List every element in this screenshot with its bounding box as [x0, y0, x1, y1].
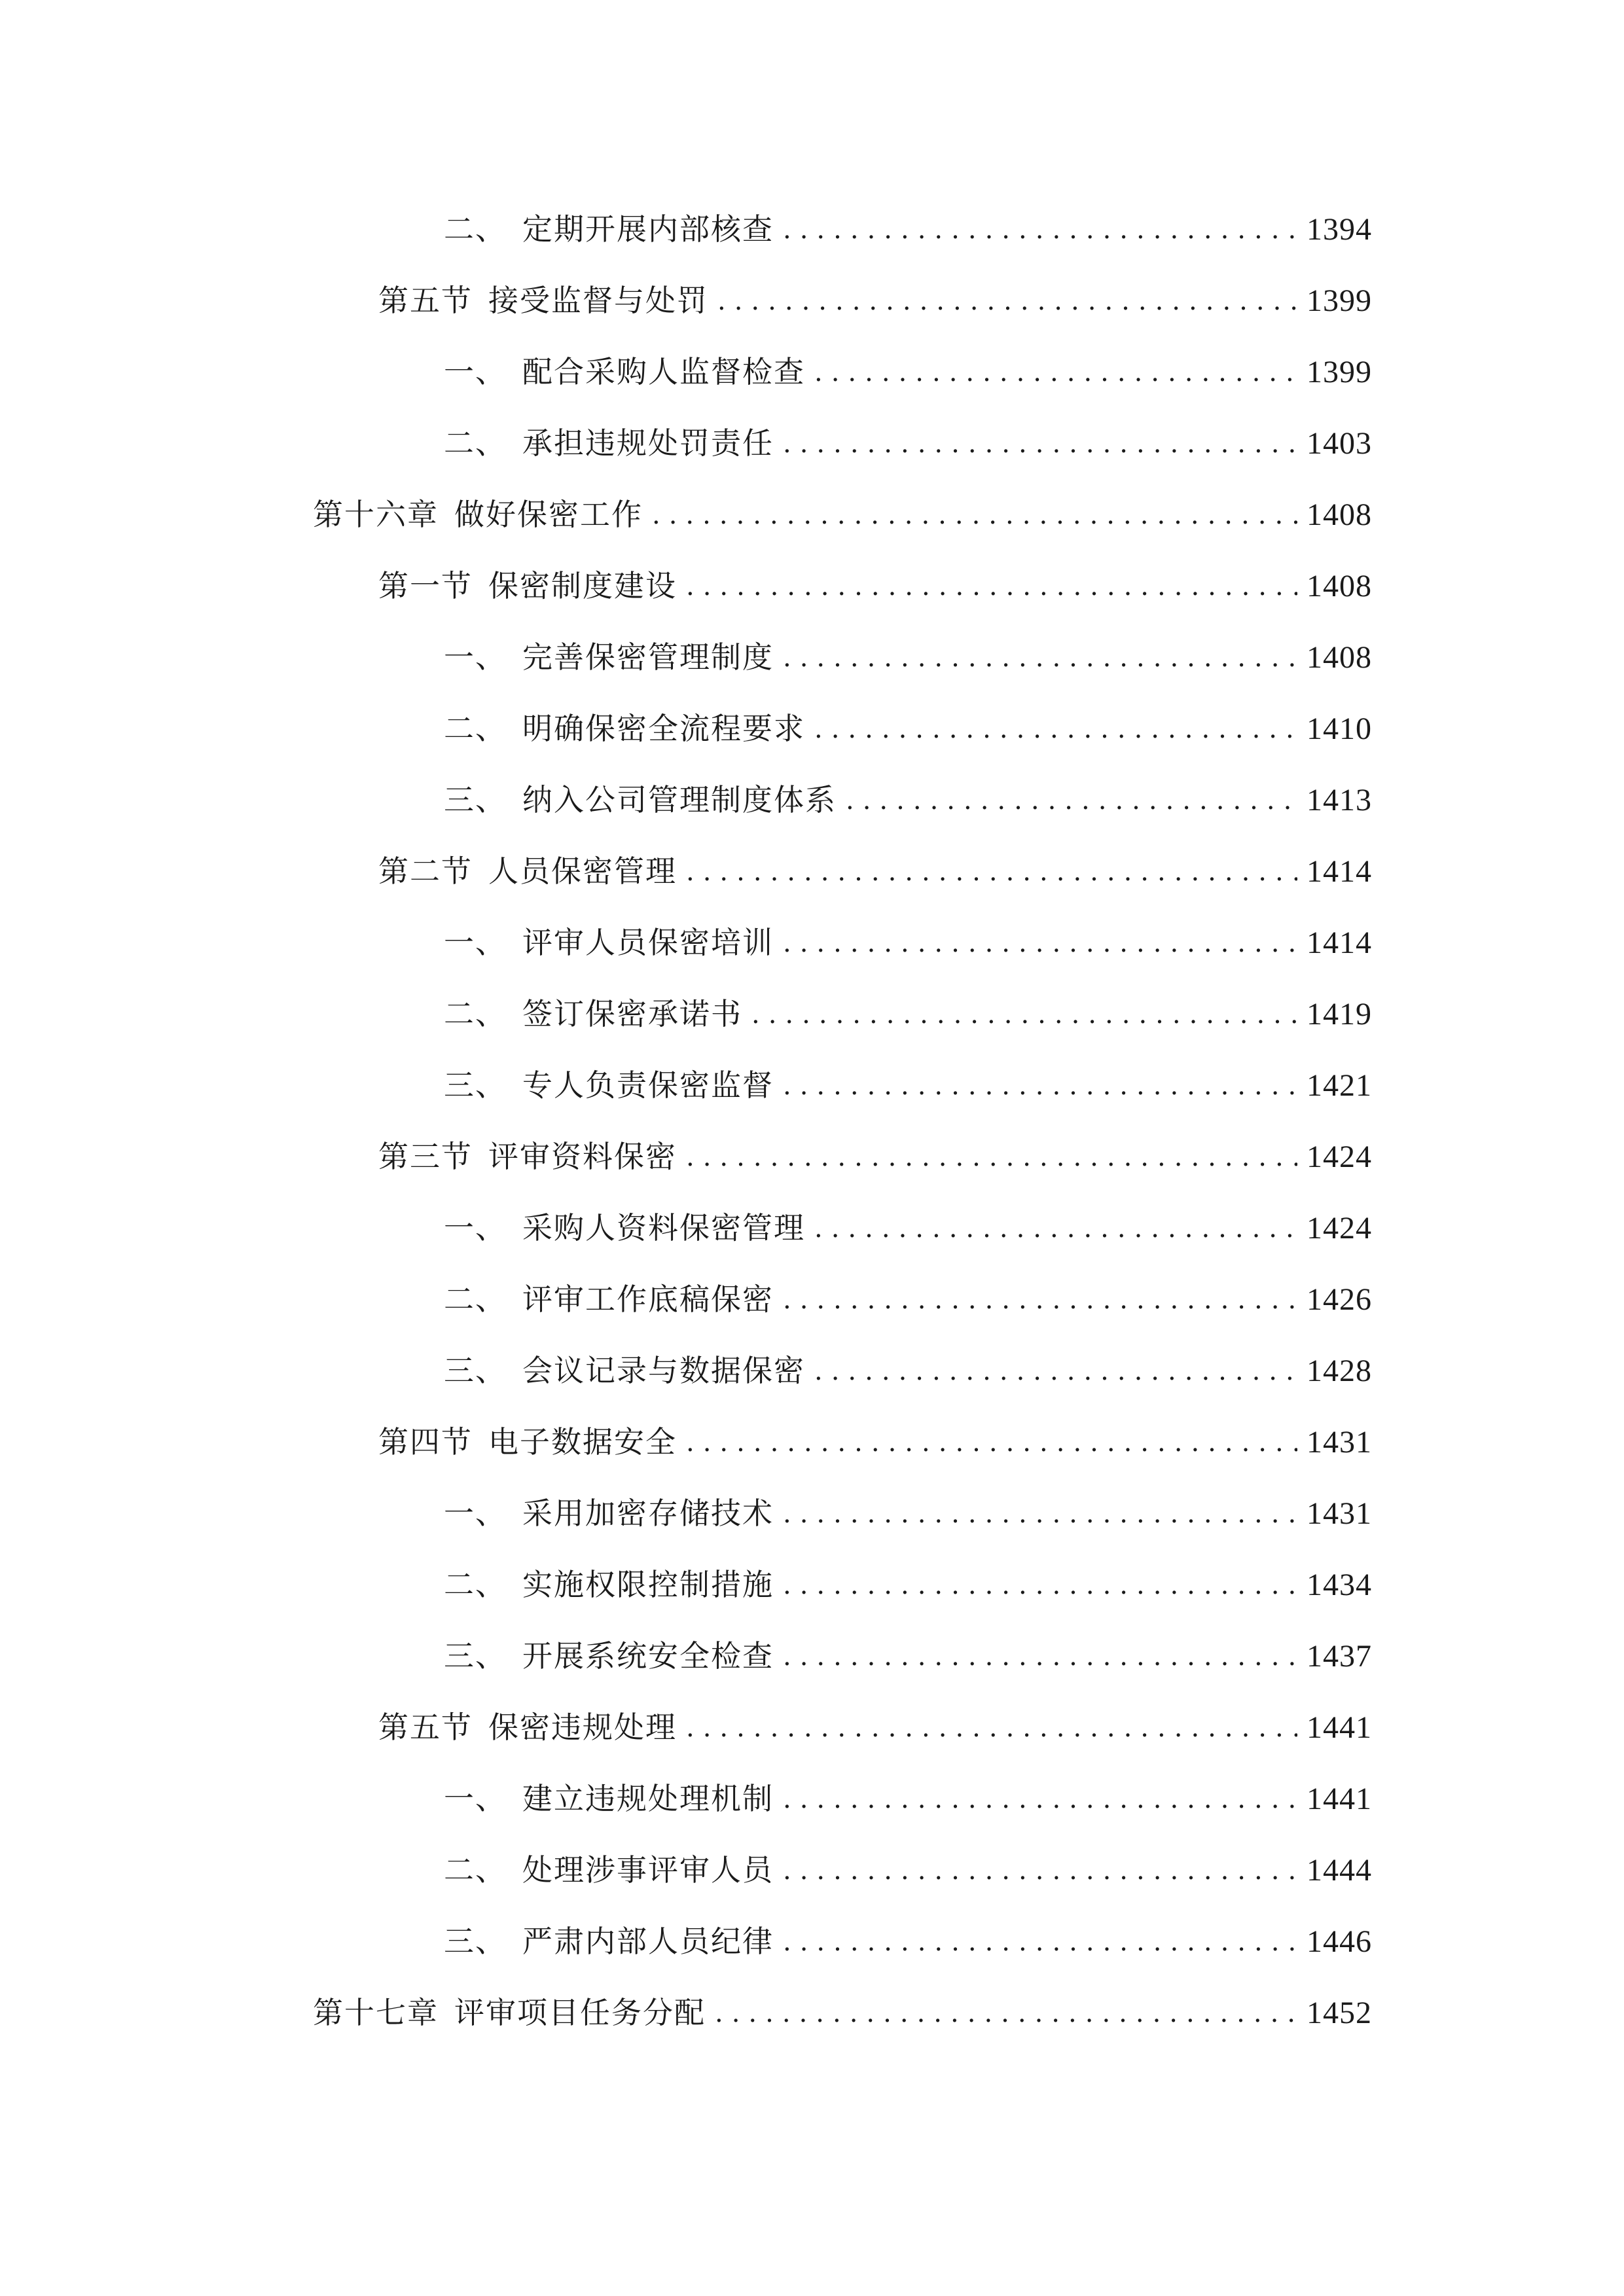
toc-entry-page: 1446 [1307, 1924, 1372, 1959]
toc-entry-number: 二、 [444, 711, 507, 746]
toc-entry-number: 二、 [444, 1282, 507, 1317]
toc-entry-title: 严肃内部人员纪律 [522, 1924, 774, 1959]
toc-entry-number: 第五节 [378, 1710, 473, 1745]
toc-entry-title: 保密违规处理 [488, 1710, 677, 1745]
toc-entry-page: 1424 [1307, 1211, 1372, 1246]
toc-entry-title: 明确保密全流程要求 [522, 711, 805, 746]
toc-entry[interactable] [444, 423, 1372, 463]
toc-entry[interactable] [378, 281, 1372, 320]
toc-entry-page: 1410 [1307, 711, 1372, 746]
dot-leader [686, 1708, 1297, 1748]
dot-leader [783, 1566, 1297, 1605]
toc-entry-page: 1399 [1307, 355, 1372, 389]
toc-entry-number: 一、 [444, 1210, 507, 1246]
toc-entry[interactable] [444, 1351, 1372, 1390]
toc-entry[interactable] [444, 1850, 1372, 1890]
toc-entry-title: 评审工作底稿保密 [522, 1282, 774, 1317]
toc-entry-page: 1413 [1307, 783, 1372, 817]
toc-entry[interactable] [444, 637, 1372, 677]
toc-entry[interactable] [444, 1208, 1372, 1247]
toc-entry-number: 第一节 [378, 568, 473, 603]
toc-entry-number: 三、 [444, 782, 507, 817]
toc-entry[interactable] [444, 709, 1372, 748]
toc-entry-title: 电子数据安全 [488, 1424, 677, 1460]
dot-leader [783, 424, 1297, 463]
toc-entry[interactable] [444, 1066, 1372, 1105]
toc-entry-title: 建立违规处理机制 [522, 1781, 774, 1816]
dot-leader [686, 1138, 1297, 1177]
toc-entry-number: 二、 [444, 1567, 507, 1602]
toc-entry-number: 第十六章 [313, 497, 439, 532]
toc-entry[interactable] [444, 1922, 1372, 1961]
toc-entry-page: 1426 [1307, 1282, 1372, 1317]
toc-entry-page: 1408 [1307, 640, 1372, 675]
toc-entry-title: 评审项目任务分配 [454, 1995, 706, 2030]
toc-entry-title: 采用加密存储技术 [522, 1496, 774, 1531]
dot-leader [783, 1851, 1297, 1890]
toc-entry-title: 会议记录与数据保密 [522, 1353, 805, 1388]
toc-entry[interactable] [444, 1636, 1372, 1676]
toc-entry[interactable] [378, 1422, 1372, 1462]
toc-entry-number: 二、 [444, 211, 507, 247]
toc-entry-title: 评审资料保密 [488, 1139, 677, 1174]
toc-entry[interactable] [444, 1280, 1372, 1319]
toc-entry[interactable] [313, 1993, 1372, 2032]
toc-entry-number: 第四节 [378, 1424, 473, 1460]
dot-leader [783, 210, 1297, 249]
toc-entry[interactable] [378, 1708, 1372, 1747]
toc-entry[interactable] [378, 1137, 1372, 1176]
dot-leader [846, 781, 1297, 820]
toc-entry[interactable] [313, 495, 1372, 534]
toc-entry-page: 1394 [1307, 212, 1372, 247]
toc-entry-page: 1414 [1307, 854, 1372, 889]
dot-leader [814, 1352, 1297, 1391]
toc-entry-title: 完善保密管理制度 [522, 639, 774, 675]
toc-entry-title: 采购人资料保密管理 [522, 1210, 805, 1246]
dot-leader [652, 495, 1297, 535]
toc-entry-title: 纳入公司管理制度体系 [522, 782, 837, 817]
dot-leader [783, 1637, 1297, 1676]
toc-entry[interactable] [444, 923, 1372, 962]
toc-entry-number: 一、 [444, 354, 507, 389]
toc-entry-page: 1408 [1307, 569, 1372, 603]
toc-entry-page: 1441 [1307, 1782, 1372, 1816]
dot-leader [751, 995, 1297, 1034]
dot-leader [686, 852, 1297, 891]
toc-entry-title: 接受监督与处罚 [488, 283, 708, 318]
toc-entry-number: 第十七章 [313, 1995, 439, 2030]
toc-entry-number: 第五节 [378, 283, 473, 318]
toc-entry-number: 二、 [444, 425, 507, 461]
toc-entry[interactable] [444, 994, 1372, 1033]
toc-entry-title: 评审人员保密培训 [522, 925, 774, 960]
dot-leader [686, 567, 1297, 606]
toc-entry-page: 1431 [1307, 1425, 1372, 1460]
toc-entry[interactable] [444, 1779, 1372, 1818]
toc-entry-number: 三、 [444, 1067, 507, 1103]
dot-leader [783, 924, 1297, 963]
toc-entry-title: 保密制度建设 [488, 568, 677, 603]
toc-entry-title: 人员保密管理 [488, 853, 677, 889]
toc-entry-page: 1419 [1307, 997, 1372, 1031]
toc-entry-page: 1424 [1307, 1139, 1372, 1174]
toc-entry-title: 开展系统安全检查 [522, 1638, 774, 1674]
dot-leader [814, 1209, 1297, 1248]
toc-entry-page: 1434 [1307, 1568, 1372, 1602]
toc-entry-number: 一、 [444, 1496, 507, 1531]
toc-entry-number: 第二节 [378, 853, 473, 889]
dot-leader [814, 353, 1297, 392]
toc-entry-title: 实施权限控制措施 [522, 1567, 774, 1602]
toc-entry[interactable] [444, 1565, 1372, 1604]
toc-entry[interactable] [378, 566, 1372, 605]
toc-entry-title: 定期开展内部核查 [522, 211, 774, 247]
toc-entry-number: 三、 [444, 1638, 507, 1674]
toc-entry-page: 1421 [1307, 1068, 1372, 1103]
dot-leader [783, 1494, 1297, 1534]
toc-entry-title: 签订保密承诺书 [522, 996, 742, 1031]
dot-leader [717, 281, 1297, 321]
dot-leader [686, 1423, 1297, 1462]
toc-entry[interactable] [444, 1494, 1372, 1533]
toc-entry-number: 第三节 [378, 1139, 473, 1174]
dot-leader [783, 1922, 1297, 1962]
dot-leader [783, 638, 1297, 677]
toc-entry-page: 1403 [1307, 426, 1372, 461]
toc-entry-number: 二、 [444, 996, 507, 1031]
toc-entry-page: 1452 [1307, 1996, 1372, 2030]
toc-entry-number: 三、 [444, 1353, 507, 1388]
dot-leader [814, 709, 1297, 749]
toc-entry[interactable] [444, 209, 1372, 249]
dot-leader [783, 1280, 1297, 1319]
toc-entry-page: 1431 [1307, 1496, 1372, 1531]
toc-entry-page: 1437 [1307, 1639, 1372, 1674]
toc-entry-page: 1399 [1307, 283, 1372, 318]
dot-leader [783, 1066, 1297, 1105]
toc-entry-title: 专人负责保密监督 [522, 1067, 774, 1103]
toc-entry-number: 一、 [444, 639, 507, 675]
toc-entry-title: 承担违规处罚责任 [522, 425, 774, 461]
toc-entry[interactable] [378, 852, 1372, 891]
toc-entry-page: 1441 [1307, 1710, 1372, 1745]
toc-entry[interactable] [444, 780, 1372, 819]
toc-entry-page: 1444 [1307, 1853, 1372, 1888]
toc-entry[interactable] [444, 352, 1372, 391]
toc-entry-page: 1408 [1307, 497, 1372, 532]
dot-leader [783, 1780, 1297, 1819]
toc-entry-page: 1414 [1307, 925, 1372, 960]
dot-leader [715, 1994, 1297, 2033]
toc-entry-number: 一、 [444, 1781, 507, 1816]
toc-entry-title: 配合采购人监督检查 [522, 354, 805, 389]
toc-entry-number: 二、 [444, 1852, 507, 1888]
toc-entry-number: 一、 [444, 925, 507, 960]
toc-entry-title: 处理涉事评审人员 [522, 1852, 774, 1888]
toc-entry-number: 三、 [444, 1924, 507, 1959]
toc-entry-title: 做好保密工作 [454, 497, 643, 532]
toc-entry-page: 1428 [1307, 1354, 1372, 1388]
